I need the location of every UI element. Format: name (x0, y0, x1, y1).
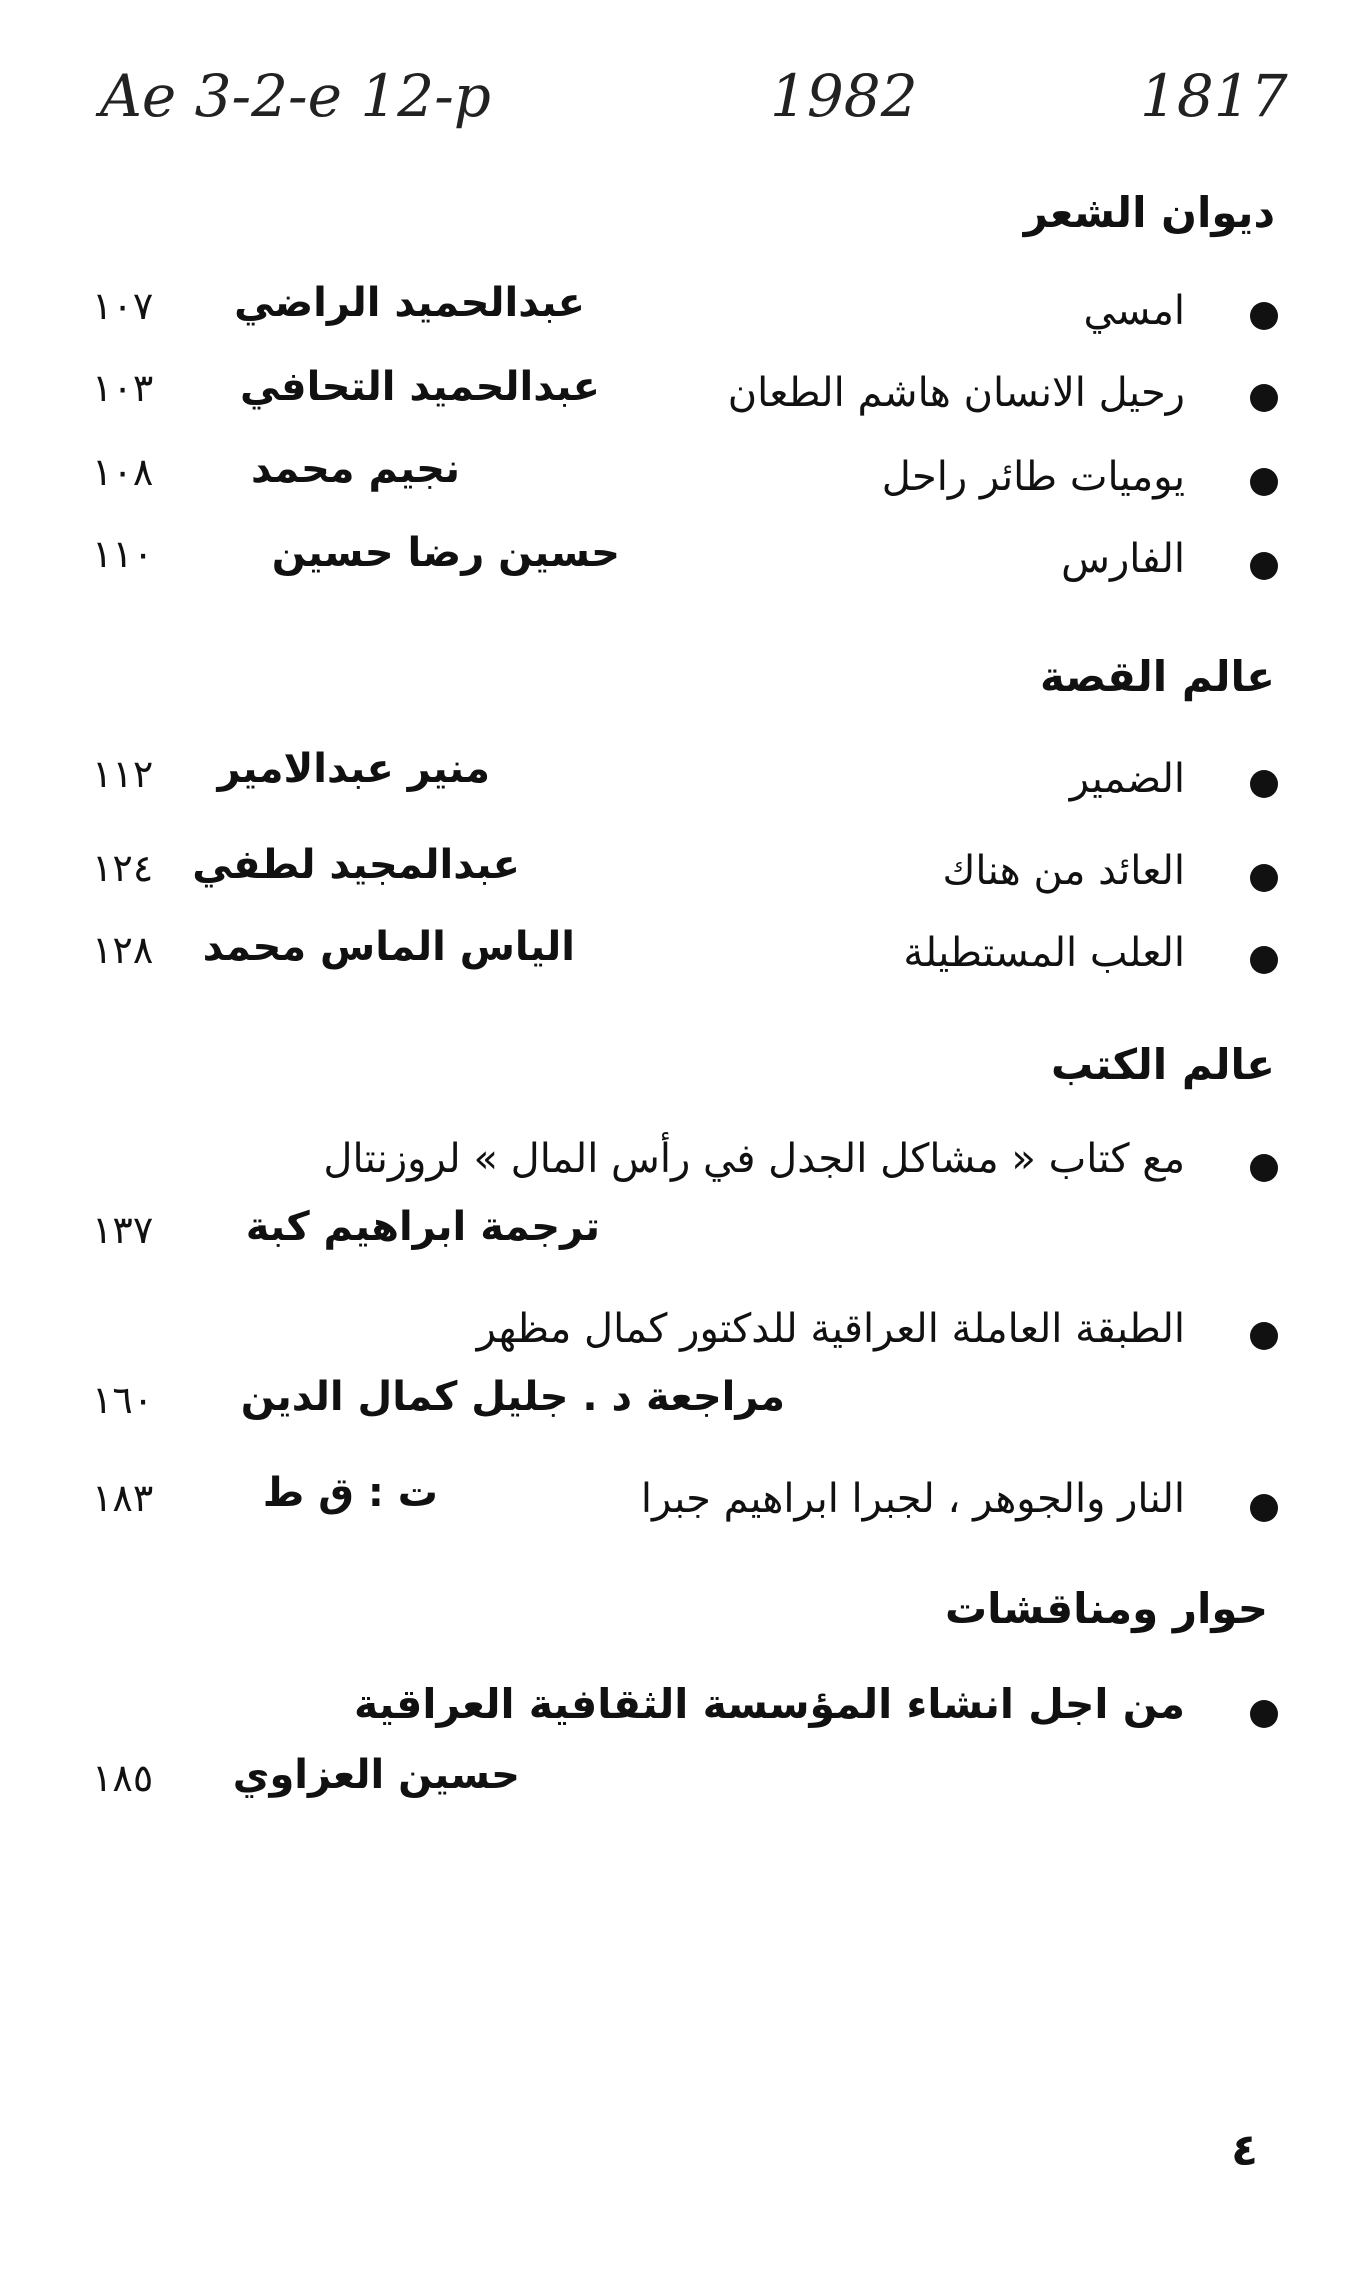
entry-title: الفارس (1061, 536, 1185, 582)
entry-author: حسين العزاوي (232, 1752, 520, 1798)
entry-page-number: ١٨٣ (92, 1476, 154, 1520)
entry-title: العلب المستطيلة (903, 930, 1185, 976)
entry-page-number: ١٠٧ (92, 284, 154, 328)
entry-title: الضمير (1069, 756, 1185, 802)
entry-page-number: ١١٠ (92, 532, 154, 576)
entry-title: العائد من هناك (942, 848, 1185, 894)
entry-author: حسين رضا حسين (271, 530, 620, 576)
entry-page-number: ١٣٧ (92, 1208, 154, 1252)
bullet-icon (1250, 946, 1278, 974)
entry-title: يوميات طائر راحل (881, 454, 1185, 500)
entry-page-number: ١٠٣ (92, 366, 154, 410)
handwritten-number: 1817 (1140, 62, 1288, 130)
entry-title: امسي (1083, 288, 1185, 334)
entry-page-number: ١٨٥ (92, 1756, 154, 1800)
entry-title: الطبقة العاملة العراقية للدكتور كمال مظهر (476, 1306, 1185, 1352)
bullet-icon (1250, 1494, 1278, 1522)
section-heading: عالم الكتب (1051, 1040, 1275, 1089)
entry-author: منير عبدالامير (217, 746, 490, 792)
entry-page-number: ١٦٠ (92, 1378, 154, 1422)
entry-author: ترجمة ابراهيم كبة (245, 1204, 600, 1250)
bullet-icon (1250, 384, 1278, 412)
handwritten-catalog-mark: Ae 3-2-e 12-p (100, 62, 491, 130)
bullet-icon (1250, 468, 1278, 496)
entry-page-number: ١٢٨ (92, 928, 154, 972)
section-heading: عالم القصة (1039, 652, 1275, 701)
entry-author: عبدالحميد الراضي (234, 280, 585, 326)
entry-author: الياس الماس محمد (202, 924, 575, 970)
bullet-icon (1250, 1154, 1278, 1182)
entry-author: عبدالحميد التحافي (239, 364, 600, 410)
handwritten-year: 1982 (770, 62, 918, 130)
entry-author: نجيم محمد (251, 446, 460, 492)
entry-title: من اجل انشاء المؤسسة الثقافية العراقية (353, 1680, 1185, 1728)
bullet-icon (1250, 770, 1278, 798)
section-heading: حوار ومناقشات (944, 1584, 1268, 1633)
entry-title: النار والجوهر ، لجبرا ابراهيم جبرا (640, 1476, 1185, 1522)
entry-page-number: ١٠٨ (92, 450, 154, 494)
bullet-icon (1250, 1700, 1278, 1728)
entry-page-number: ١٢٤ (92, 846, 154, 890)
bullet-icon (1250, 864, 1278, 892)
page-number: ٤ (1231, 2125, 1258, 2176)
bullet-icon (1250, 1322, 1278, 1350)
entry-page-number: ١١٢ (92, 752, 154, 796)
entry-author: عبدالمجيد لطفي (192, 842, 520, 888)
entry-author: ت : ق ط (262, 1470, 438, 1516)
bullet-icon (1250, 302, 1278, 330)
entry-title: رحيل الانسان هاشم الطعان (727, 370, 1185, 416)
bullet-icon (1250, 552, 1278, 580)
section-heading: ديوان الشعر (1023, 188, 1275, 237)
entry-author: مراجعة د . جليل كمال الدين (240, 1374, 785, 1420)
entry-title: مع كتاب « مشاكل الجدل في رأس المال » لروزنتال (323, 1136, 1185, 1182)
